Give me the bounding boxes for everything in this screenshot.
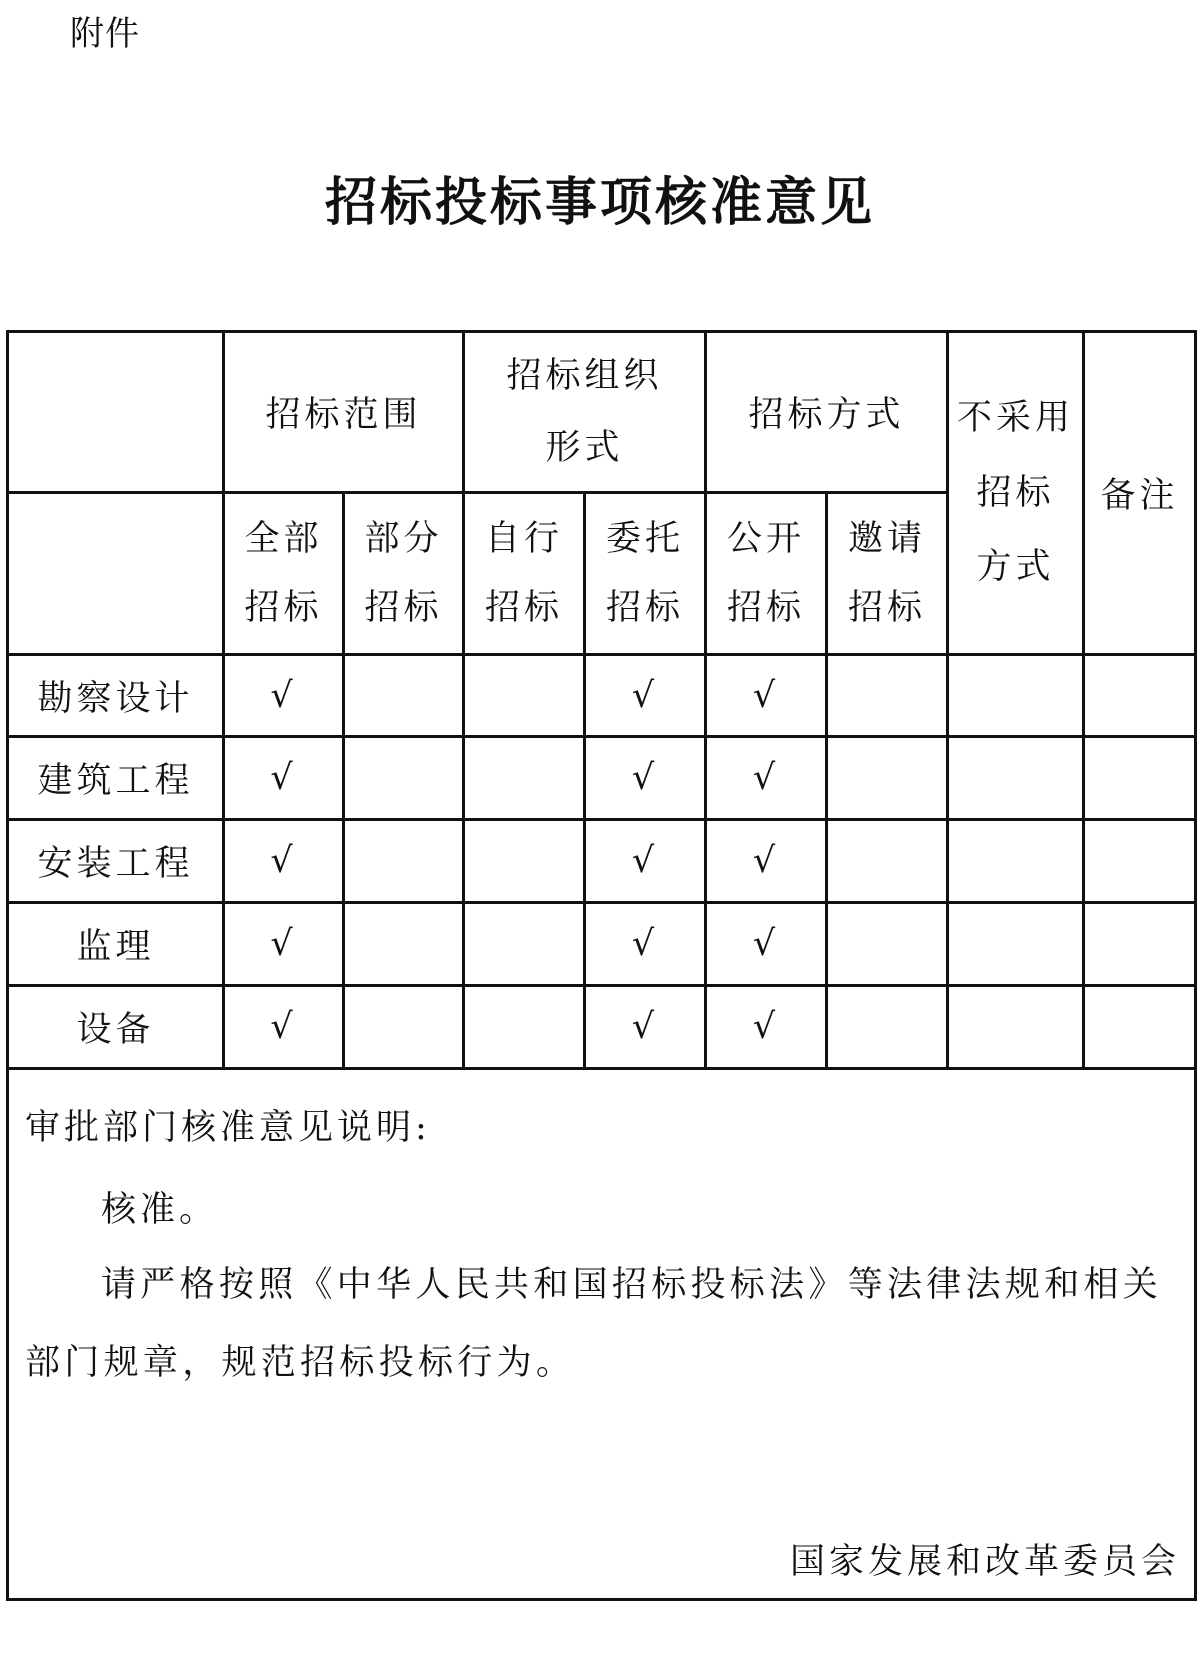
subheader-self-line-1: 自行 bbox=[485, 519, 564, 559]
check-cell-full: √ bbox=[224, 986, 344, 1069]
check-cell-partial bbox=[344, 655, 464, 737]
subheader-partial-line-1: 部分 bbox=[364, 519, 443, 559]
check-cell-open: √ bbox=[706, 655, 827, 737]
header-row-groups bbox=[8, 332, 1196, 493]
check-cell-self bbox=[464, 655, 585, 737]
subheader-open-line-1: 公开 bbox=[727, 519, 806, 559]
opinion-approval: 核准。 bbox=[101, 1190, 219, 1230]
subheader-entrusted bbox=[585, 493, 706, 655]
check-cell-partial bbox=[344, 986, 464, 1069]
corner-cell-lower bbox=[8, 493, 224, 655]
header-remarks-label: 备注 bbox=[1100, 476, 1179, 516]
page-title: 招标投标事项核准意见 bbox=[324, 173, 875, 233]
cell-remarks bbox=[1084, 737, 1196, 820]
row-label: 安装工程 bbox=[8, 820, 224, 903]
row-label: 建筑工程 bbox=[8, 737, 224, 820]
header-remarks bbox=[1084, 332, 1196, 655]
subheader-full-line-1: 全部 bbox=[244, 519, 323, 559]
check-cell-partial bbox=[344, 820, 464, 903]
check-cell-self bbox=[464, 820, 585, 903]
header-organization-line-2: 形式 bbox=[545, 428, 624, 468]
check-cell-entrusted: √ bbox=[585, 986, 706, 1069]
header-method bbox=[706, 332, 948, 493]
attachment-label: 附件 bbox=[70, 14, 140, 54]
opinion-cell bbox=[8, 1069, 1196, 1600]
check-cell-entrusted: √ bbox=[585, 820, 706, 903]
table-row bbox=[8, 820, 1196, 903]
table-row bbox=[8, 737, 1196, 820]
check-cell-invited bbox=[827, 986, 948, 1069]
check-cell-invited bbox=[827, 820, 948, 903]
header-no-bidding-line-1: 不采用 bbox=[957, 398, 1075, 439]
subheader-open bbox=[706, 493, 827, 655]
subheader-invited-line-2: 招标 bbox=[848, 587, 927, 628]
subheader-entrusted-line-1: 委托 bbox=[606, 519, 685, 559]
cell-no-bidding bbox=[948, 903, 1084, 986]
opinion-paragraph: 请严格按照《中华人民共和国招标投标法》等法律法规和相关部门规章，规范招标投标行为。 bbox=[25, 1265, 1163, 1383]
subheader-self-line-2: 招标 bbox=[485, 587, 564, 628]
header-organization bbox=[464, 332, 706, 493]
table-row bbox=[8, 986, 1196, 1069]
cell-remarks bbox=[1084, 820, 1196, 903]
check-cell-full: √ bbox=[224, 655, 344, 737]
row-label: 监理 bbox=[8, 903, 224, 986]
cell-no-bidding bbox=[948, 820, 1084, 903]
row-label: 设备 bbox=[8, 986, 224, 1069]
check-cell-open: √ bbox=[706, 986, 827, 1069]
header-no-bidding-line-3: 方式 bbox=[976, 547, 1055, 588]
opinion-row bbox=[8, 1069, 1196, 1600]
table-row bbox=[8, 903, 1196, 986]
cell-remarks bbox=[1084, 986, 1196, 1069]
check-cell-full: √ bbox=[224, 903, 344, 986]
cell-remarks bbox=[1084, 655, 1196, 737]
header-no-bidding bbox=[948, 332, 1084, 655]
check-cell-self bbox=[464, 986, 585, 1069]
check-cell-entrusted: √ bbox=[585, 737, 706, 820]
check-cell-open: √ bbox=[706, 820, 827, 903]
subheader-open-line-2: 招标 bbox=[727, 587, 806, 628]
check-cell-self bbox=[464, 903, 585, 986]
check-cell-self bbox=[464, 737, 585, 820]
subheader-entrusted-line-2: 招标 bbox=[606, 587, 685, 628]
corner-cell bbox=[8, 332, 224, 493]
subheader-full-line-2: 招标 bbox=[244, 587, 323, 628]
check-cell-partial bbox=[344, 903, 464, 986]
check-cell-open: √ bbox=[706, 903, 827, 986]
cell-remarks bbox=[1084, 903, 1196, 986]
check-cell-open: √ bbox=[706, 737, 827, 820]
header-no-bidding-line-2: 招标 bbox=[976, 472, 1055, 513]
check-cell-partial bbox=[344, 737, 464, 820]
cell-no-bidding bbox=[948, 986, 1084, 1069]
check-cell-entrusted: √ bbox=[585, 903, 706, 986]
cell-no-bidding bbox=[948, 737, 1084, 820]
table-row bbox=[8, 655, 1196, 737]
subheader-invited-line-1: 邀请 bbox=[848, 519, 927, 559]
check-cell-invited bbox=[827, 737, 948, 820]
subheader-partial bbox=[344, 493, 464, 655]
header-method-label: 招标方式 bbox=[748, 395, 905, 435]
opinion-heading: 审批部门核准意见说明: bbox=[25, 1108, 431, 1148]
row-label: 勘察设计 bbox=[8, 655, 224, 737]
subheader-full bbox=[224, 493, 344, 655]
subheader-invited bbox=[827, 493, 948, 655]
check-cell-invited bbox=[827, 655, 948, 737]
check-cell-full: √ bbox=[224, 820, 344, 903]
check-cell-entrusted: √ bbox=[585, 655, 706, 737]
header-scope-label: 招标范围 bbox=[265, 395, 422, 435]
check-cell-full: √ bbox=[224, 737, 344, 820]
subheader-partial-line-2: 招标 bbox=[364, 587, 443, 628]
header-scope bbox=[224, 332, 464, 493]
approval-table bbox=[6, 330, 1197, 1601]
cell-no-bidding bbox=[948, 655, 1084, 737]
header-organization-line-1: 招标组织 bbox=[506, 355, 663, 396]
check-cell-invited bbox=[827, 903, 948, 986]
issuer-signature: 国家发展和改革委员会 bbox=[790, 1542, 1181, 1582]
subheader-self bbox=[464, 493, 585, 655]
